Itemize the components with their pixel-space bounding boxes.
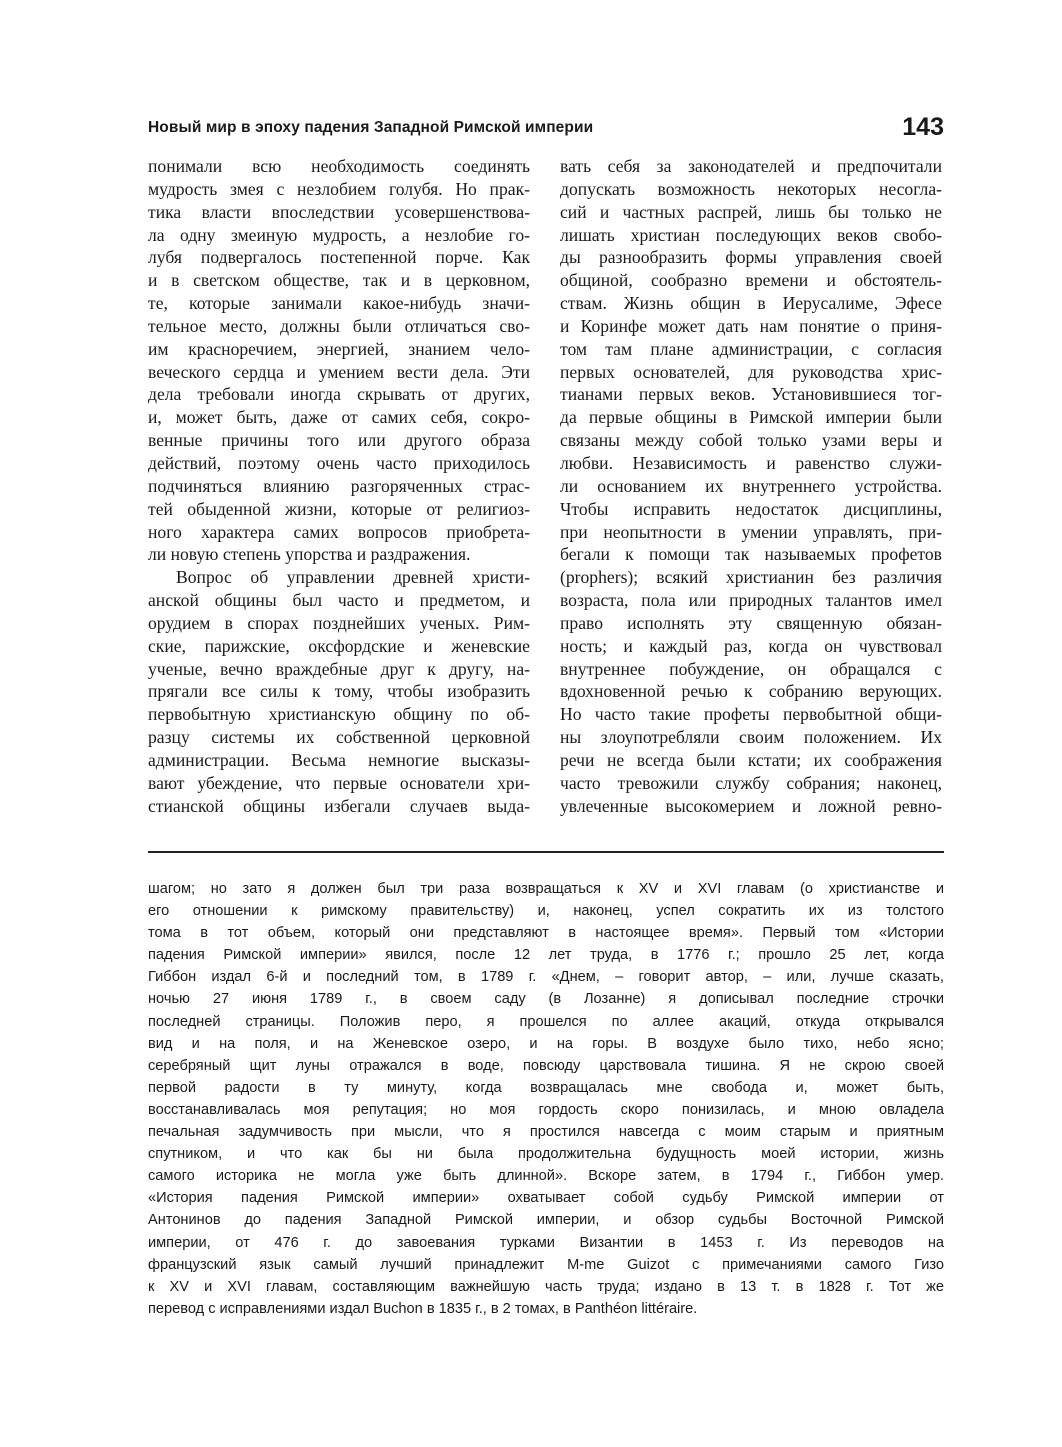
footnote-line: империи, от 476 г. до завоевания турками Византии в 1453 г. Из переводов на <box>148 1234 944 1251</box>
text-line: анской общины был часто и предметом, и <box>148 590 530 611</box>
footnote-line: вид и на поля, и на Женевское озеро, и на горы. В воздухе было тихо, небо ясно; <box>148 1035 944 1052</box>
text-line: тельное место, должны были отличаться сво- <box>148 315 530 336</box>
text-line: подчиняться влиянию разгоряченных страс- <box>148 475 530 496</box>
text-line: ли новую степень упорства и раздражения. <box>148 544 471 565</box>
text-line: (prophers); всякий христианин без различия <box>560 567 942 588</box>
text-line: дела требовали иногда скрывать от других, <box>148 384 530 405</box>
text-line: лишать христиан последующих веков свобо- <box>560 224 942 245</box>
text-line: ность; и каждый раз, когда он чувствовал <box>560 635 942 656</box>
text-line: действий, поэтому очень часто приходилось <box>148 452 530 473</box>
text-line: администрации. Весьма немногие высказы- <box>148 749 530 770</box>
text-line: ды разнообразить формы управления своей <box>560 247 942 268</box>
text-line: веческого сердца и умением вести дела. Эти <box>148 361 530 382</box>
text-line: ли основанием их внутреннего устройства. <box>560 475 942 496</box>
text-line: прягали все силы к тому, чтобы изобразить <box>148 681 530 702</box>
footnote-line: перевод с исправлениями издал Buchon в 1835 г., в 2 томах, в Panthéon littéraire. <box>148 1300 698 1317</box>
text-line: ские, парижские, оксфордские и женевские <box>148 635 530 656</box>
footnote-line: к XV и XVI главам, составляющим важнейшую часть труда; издано в 13 т. в 1828 г. Тот же <box>148 1278 944 1295</box>
text-line: часто тревожили службу собрания; наконец, <box>560 772 942 793</box>
footnote-line: тома в тот объем, который они представляют в настоящее время». Первый том «Истории <box>148 925 944 942</box>
text-line: лубя подвергалось постепенной порче. Как <box>148 247 530 268</box>
left-column <box>148 155 530 817</box>
footnote-line: «История падения Римской империи» охватывает собой судьбу Римской империи от <box>148 1190 944 1207</box>
page-header <box>148 113 944 143</box>
text-line: право исполнять эту священную обязан- <box>560 612 942 633</box>
footnote-line: шагом; но зато я должен был три раза возвращаться к XV и XVI главам (о христианстве и <box>148 881 944 897</box>
text-line: понимали всю необходимость соединять <box>148 156 530 176</box>
footnote-line: самого историка не могла уже быть длинной». Вскоре затем, в 1794 г., Гиббон умер. <box>148 1168 944 1185</box>
footnote-divider <box>148 851 944 853</box>
footnote-line: французский язык самый лучший принадлежит M-me Guizot с примечаниями самого Гизо <box>148 1256 944 1273</box>
footnote-line: ночью 27 июня 1789 г., в своем саду (в Лозанне) я дописывал последние строчки <box>148 991 944 1008</box>
text-line: речи не всегда были кстати; их соображения <box>560 749 942 770</box>
footnote-line: спутником, и что как бы ни была продолжительна будущность моей истории, жизнь <box>148 1146 944 1163</box>
text-line: общиной, сообразно времени и обстоятель- <box>560 270 942 291</box>
footnote-line: Антонинов до падения Западной Римской империи, и обзор судьбы Восточной Римской <box>148 1212 944 1229</box>
text-line: связаны между собой только узами веры и <box>560 430 942 451</box>
text-line: орудием в спорах позднейших ученых. Рим- <box>148 612 530 633</box>
text-line: возраста, пола или природных талантов имел <box>560 590 942 611</box>
text-line: вают убеждение, что первые основатели хри- <box>148 772 530 793</box>
text-line: первобытную христианскую общину по об- <box>148 704 530 725</box>
footnote-line: печальная задумчивость при мысли, что я простился навсегда с моим старым и приятным <box>148 1124 944 1141</box>
text-line: допускать возможность некоторых несогла- <box>560 178 942 199</box>
text-line: том там плане администрации, с согласия <box>560 338 942 359</box>
text-line: ствам. Жизнь общин в Иерусалиме, Эфесе <box>560 293 942 314</box>
text-line: бегали к помощи так называемых профетов <box>560 544 942 565</box>
text-line: любви. Независимость и равенство служи- <box>560 452 942 473</box>
text-line: ного характера самих вопросов приобрета- <box>148 521 530 542</box>
text-line: тей обыденной жизни, которые от религиоз- <box>148 498 530 519</box>
text-line: ны злоупотребляли своим положением. Их <box>560 727 942 748</box>
text-line: и Коринфе может дать нам понятие о приня- <box>560 315 942 336</box>
text-line: да первые общины в Римской империи были <box>560 407 942 428</box>
footnote-line: восстанавливалась моя репутация; но моя гордость скоро понизилась, и мною овладела <box>148 1101 944 1118</box>
text-line: разцу системы их собственной церковной <box>148 727 530 748</box>
footnote-line: серебряный щит луны отражался в воде, повсюду царствовала тишина. Я не скрою своей <box>148 1057 944 1074</box>
running-title: Новый мир в эпоху падения Западной Римской империи <box>148 119 594 136</box>
text-line: вдохновенной речью к собранию верующих. <box>560 681 942 702</box>
text-line: первых основателей, для руководства хрис- <box>560 361 942 382</box>
text-line: им красноречием, энергией, знанием чело- <box>148 338 530 359</box>
text-line: стианской общины избегали случаев выда- <box>148 795 530 816</box>
text-line: тианами первых веков. Установившиеся тог- <box>560 384 942 405</box>
text-line: те, которые занимали какое-нибудь значи- <box>148 293 530 314</box>
text-line: мудрость змея с незлобием голубя. Но прак- <box>148 178 530 199</box>
text-line: и, может быть, даже от самих себя, сокро- <box>148 407 530 428</box>
text-line: тика власти впоследствии усовершенствова- <box>148 201 530 222</box>
footnote-line: его отношении к римскому правительству) и, наконец, успел сократить их из толстого <box>148 903 944 920</box>
footnote-line: Гиббон издал 6-й и последний том, в 1789 г. «Днем, – говорит автор, – или, лучше сказать, <box>148 969 944 986</box>
text-line: увлеченные высокомерием и ложной ревно- <box>560 795 942 816</box>
footnote-line: падения Римской империи» явился, после 12 лет труда, в 1776 г.; прошло 25 лет, когда <box>148 947 944 964</box>
text-line: и в светском обществе, так и в церковном, <box>148 270 530 291</box>
footnote-line: последней страницы. Положив перо, я прошелся по аллее акаций, откуда открывался <box>148 1013 944 1030</box>
footnote <box>148 878 944 1320</box>
text-line: ла одну змеиную мудрость, а незлобие го- <box>148 224 530 245</box>
text-line: вать себя за законодателей и предпочитали <box>560 156 942 176</box>
text-line: сий и частных распрей, лишь бы только не <box>560 201 942 222</box>
paragraph-start-line: Вопрос об управлении древней христи- <box>176 567 530 588</box>
footnote-line: первой радости в ту минуту, когда возвращалась мне свобода и, может быть, <box>148 1079 944 1096</box>
text-line: Чтобы исправить недостаток дисциплины, <box>560 498 942 519</box>
text-line: внутреннее побуждение, он обращался с <box>560 658 942 679</box>
text-line: при неопытности в умении управлять, при- <box>560 521 942 542</box>
text-line: ученые, вечно враждебные друг к другу, на- <box>148 658 530 679</box>
right-column <box>560 155 942 817</box>
text-line: Но часто такие профеты первобытной общи- <box>560 704 942 725</box>
text-line: венные причины того или другого образа <box>148 430 530 451</box>
page-number: 143 <box>902 113 944 141</box>
